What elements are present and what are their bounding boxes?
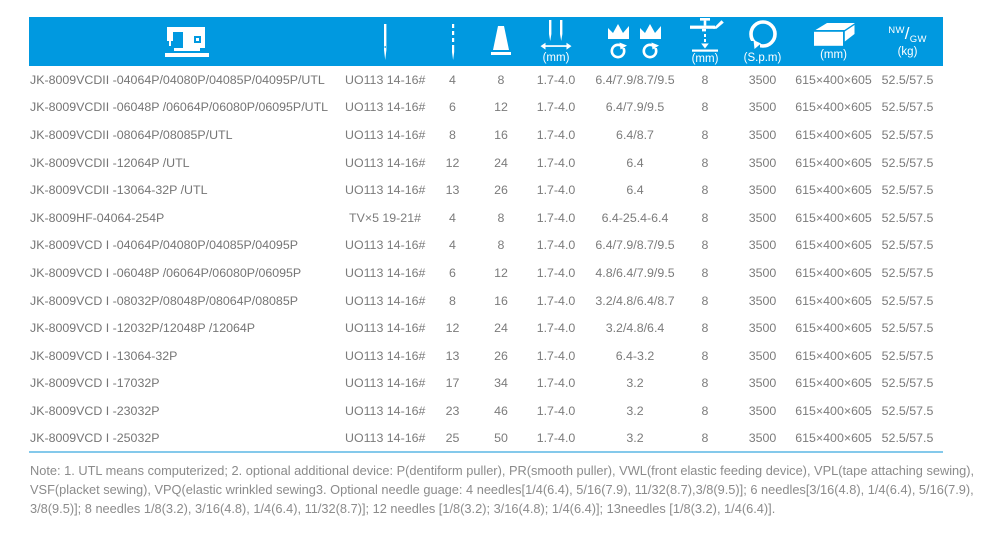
cell-threads: 24 — [494, 155, 508, 170]
cell-gauge: 3.2/4.8/6.4/8.7 — [595, 293, 675, 308]
cell-weight: 52.5/57.5 — [881, 238, 934, 253]
cell-speed: 3500 — [748, 403, 777, 418]
cell-stitch: 1.7-4.0 — [536, 72, 576, 87]
weight-unit: (kg) — [897, 45, 918, 58]
cell-weight: 52.5/57.5 — [881, 155, 934, 170]
cell-threads: 46 — [494, 403, 508, 418]
cell-foot: 8 — [701, 265, 709, 280]
header-model — [29, 17, 345, 66]
cell-foot: 8 — [701, 403, 709, 418]
cell-needle_system: UO113 14-16# — [345, 265, 426, 280]
header-presser-foot-lift — [680, 17, 730, 66]
header-needle-gauge — [522, 17, 590, 66]
cell-weight: 52.5/57.5 — [881, 183, 934, 198]
header-looper — [590, 17, 680, 66]
cell-threads: 26 — [494, 348, 508, 363]
cell-threads: 8 — [497, 72, 505, 87]
table-row — [29, 232, 943, 260]
cell-needles: 8 — [449, 127, 456, 142]
cell-foot: 8 — [701, 183, 709, 198]
cell-gauge: 4.8/6.4/7.9/9.5 — [595, 265, 675, 280]
needle-system-icon — [380, 23, 390, 61]
cell-speed: 3500 — [748, 431, 777, 446]
cell-dims: 615×400×605 — [795, 155, 872, 170]
cell-weight: 52.5/57.5 — [881, 127, 934, 142]
cell-speed: 3500 — [748, 155, 777, 170]
cell-weight: 52.5/57.5 — [881, 100, 934, 115]
needle-gauge-icon — [538, 20, 574, 51]
cell-stitch: 1.7-4.0 — [536, 183, 576, 198]
cell-needles: 13 — [445, 348, 460, 363]
cell-needle_system: UO113 14-16# — [345, 403, 426, 418]
cell-foot: 8 — [701, 100, 709, 115]
table-row — [29, 94, 943, 122]
table-row — [29, 121, 943, 149]
cell-speed: 3500 — [748, 127, 777, 142]
cell-model: JK-8009VCD I -06048P /06064P/06080P/06095P — [30, 265, 302, 280]
cell-stitch: 1.7-4.0 — [536, 100, 576, 115]
speed-unit: (S.p.m) — [743, 52, 782, 64]
table-row — [29, 287, 943, 315]
cell-speed: 3500 — [748, 100, 777, 115]
cell-needles: 6 — [449, 100, 456, 115]
cell-model: JK-8009VCD I -08032P/08048P/08064P/08085P — [30, 293, 298, 308]
spec-table-body — [29, 66, 943, 452]
cell-dims: 615×400×605 — [795, 127, 872, 142]
looper-icon — [607, 23, 663, 61]
cell-needle_system: UO113 14-16# — [345, 321, 426, 336]
cell-threads: 16 — [494, 127, 508, 142]
cell-weight: 52.5/57.5 — [881, 348, 934, 363]
cell-threads: 24 — [494, 321, 508, 336]
spec-table — [29, 17, 943, 453]
cell-dims: 615×400×605 — [795, 183, 872, 198]
cell-needle_system: TV×5 19-21# — [349, 210, 421, 225]
cell-gauge: 6.4 — [626, 155, 644, 170]
cell-gauge: 6.4/7.9/8.7/9.5 — [595, 238, 675, 253]
cell-needle_system: UO113 14-16# — [345, 183, 426, 198]
cell-stitch: 1.7-4.0 — [536, 321, 576, 336]
cell-model: JK-8009VCD I -17032P — [30, 376, 160, 391]
cell-speed: 3500 — [748, 238, 777, 253]
cell-dims: 615×400×605 — [795, 293, 872, 308]
cell-needle_system: UO113 14-16# — [345, 127, 426, 142]
cell-threads: 50 — [494, 431, 508, 446]
cell-model: JK-8009VCDII -13064-32P /UTL — [30, 183, 208, 198]
cell-needles: 4 — [449, 238, 456, 253]
cell-model: JK-8009VCDII -08064P/08085P/UTL — [30, 127, 233, 142]
cell-model: JK-8009VCDII -12064P /UTL — [30, 155, 190, 170]
cell-model: JK-8009VCDII -04064P/04080P/04085P/04095P/UTL — [30, 72, 325, 87]
cell-dims: 615×400×605 — [795, 210, 872, 225]
cell-needle_system: UO113 14-16# — [345, 293, 426, 308]
cell-speed: 3500 — [748, 348, 777, 363]
cell-weight: 52.5/57.5 — [881, 293, 934, 308]
cell-speed: 3500 — [748, 321, 777, 336]
cell-foot: 8 — [701, 72, 709, 87]
cell-dims: 615×400×605 — [795, 376, 872, 391]
cell-foot: 8 — [701, 348, 709, 363]
header-dimensions — [795, 17, 872, 66]
cell-dims: 615×400×605 — [795, 403, 872, 418]
cell-needle_system: UO113 14-16# — [345, 100, 426, 115]
cell-speed: 3500 — [748, 376, 777, 391]
cell-foot: 8 — [701, 293, 709, 308]
cell-stitch: 1.7-4.0 — [536, 155, 576, 170]
cell-gauge: 6.4-3.2 — [615, 348, 655, 363]
cell-weight: 52.5/57.5 — [881, 431, 934, 446]
cell-stitch: 1.7-4.0 — [536, 376, 576, 391]
cell-needles: 12 — [445, 155, 460, 170]
cell-weight: 52.5/57.5 — [881, 210, 934, 225]
table-row — [29, 204, 943, 232]
cell-model: JK-8009HF-04064-254P — [30, 210, 165, 225]
cell-speed: 3500 — [748, 72, 777, 87]
cell-model: JK-8009VCD I -04064P/04080P/04085P/04095P — [30, 238, 298, 253]
cell-model: JK-8009VCD I -25032P — [30, 431, 160, 446]
cell-model: JK-8009VCD I -12032P/12048P /12064P — [30, 321, 256, 336]
header-row — [29, 17, 943, 66]
cell-model: JK-8009VCD I -23032P — [30, 403, 160, 418]
cell-stitch: 1.7-4.0 — [536, 127, 576, 142]
cell-gauge: 6.4/7.9/8.7/9.5 — [595, 72, 675, 87]
cell-dims: 615×400×605 — [795, 265, 872, 280]
cell-needles: 6 — [449, 265, 456, 280]
cell-dims: 615×400×605 — [795, 238, 872, 253]
table-row — [29, 425, 943, 453]
cell-threads: 8 — [497, 210, 505, 225]
table-row — [29, 342, 943, 370]
cell-model: JK-8009VCD I -13064-32P — [30, 348, 178, 363]
header-speed — [730, 17, 795, 66]
cell-needles: 8 — [449, 293, 456, 308]
cell-stitch: 1.7-4.0 — [536, 210, 576, 225]
table-row — [29, 149, 943, 177]
header-thread-count — [480, 17, 522, 66]
cell-foot: 8 — [701, 238, 709, 253]
cell-gauge: 3.2 — [626, 431, 644, 446]
cell-speed: 3500 — [748, 293, 777, 308]
cell-gauge: 6.4-25.4-6.4 — [601, 210, 669, 225]
cell-gauge: 6.4/7.9/9.5 — [605, 100, 665, 115]
cell-foot: 8 — [701, 210, 709, 225]
cell-stitch: 1.7-4.0 — [536, 265, 576, 280]
table-row — [29, 397, 943, 425]
cell-needle_system: UO113 14-16# — [345, 431, 426, 446]
cell-speed: 3500 — [748, 265, 777, 280]
footnote: Note: 1. UTL means computerized; 2. optional additional device: P(dentiform puller), PR(smooth puller), VWL(front elastic feeding device), VPL(tape attaching sewing), VSF(placket sewing), VPQ(elastic wrinkled sewing3. Optional needle guage: 4 needles[1/4(6.4), 5/16(7.9), 11/32(8.7),3/8(9.5)]; 6 needles[3/16(4.8), 1/4(6.4), 5/16(7.9), 3/8(9.5)]; 8 needles 1/8(3.2), 3/16(4.8), 1/4(6.4), 11/32(8.7)]; 12 needles [1/8(3.2); 3/16(4.8); 1/4(6.4)]; 13needles [1/8(3.2), 1/4(6.4)]. — [30, 463, 975, 516]
cell-needles: 17 — [445, 376, 460, 391]
cell-threads: 16 — [494, 293, 508, 308]
cell-threads: 34 — [494, 376, 508, 391]
cell-needle_system: UO113 14-16# — [345, 155, 426, 170]
dimensions-unit: (mm) — [820, 49, 847, 61]
table-header — [29, 17, 943, 66]
cell-foot: 8 — [701, 321, 709, 336]
cell-dims: 615×400×605 — [795, 348, 872, 363]
cell-needle_system: UO113 14-16# — [345, 376, 426, 391]
cell-gauge: 3.2 — [626, 376, 644, 391]
cell-stitch: 1.7-4.0 — [536, 403, 576, 418]
table-row — [29, 314, 943, 342]
cell-needles: 4 — [449, 72, 456, 87]
cell-speed: 3500 — [748, 183, 777, 198]
cell-gauge: 6.4 — [626, 183, 644, 198]
cell-needles: 12 — [445, 321, 460, 336]
cell-weight: 52.5/57.5 — [881, 72, 934, 87]
cell-threads: 12 — [494, 100, 508, 115]
header-weight — [872, 17, 943, 66]
cell-foot: 8 — [701, 431, 709, 446]
cell-dims: 615×400×605 — [795, 72, 872, 87]
cell-weight: 52.5/57.5 — [881, 321, 934, 336]
cell-needles: 23 — [445, 403, 460, 418]
cell-weight: 52.5/57.5 — [881, 403, 934, 418]
table-row — [29, 259, 943, 287]
cell-dims: 615×400×605 — [795, 431, 872, 446]
cell-weight: 52.5/57.5 — [881, 265, 934, 280]
cell-gauge: 6.4/8.7 — [616, 127, 654, 142]
cell-foot: 8 — [701, 155, 709, 170]
cell-needles: 25 — [445, 431, 460, 446]
cell-needles: 4 — [449, 210, 456, 225]
cell-needle_system: UO113 14-16# — [345, 348, 426, 363]
cell-threads: 26 — [494, 183, 508, 198]
table-row — [29, 66, 943, 94]
cell-dims: 615×400×605 — [795, 321, 872, 336]
presser-foot-lift-icon — [685, 18, 725, 52]
table-row — [29, 370, 943, 398]
table-row — [29, 176, 943, 204]
thread-cone-icon — [488, 25, 514, 58]
cell-model: JK-8009VCDII -06048P /06064P/06080P/06095P/UTL — [30, 100, 329, 115]
package-dimensions-icon — [812, 22, 856, 48]
cell-stitch: 1.7-4.0 — [536, 293, 576, 308]
cell-needle_system: UO113 14-16# — [345, 72, 426, 87]
cell-gauge: 3.2 — [626, 403, 644, 418]
header-needle-count — [425, 17, 480, 66]
speed-icon — [745, 19, 781, 51]
cell-needles: 13 — [445, 183, 460, 198]
sewing-machine-icon — [165, 25, 209, 58]
presser-foot-unit: (mm) — [691, 53, 719, 65]
cell-foot: 8 — [701, 376, 709, 391]
cell-stitch: 1.7-4.0 — [536, 348, 576, 363]
cell-threads: 8 — [497, 238, 505, 253]
cell-dims: 615×400×605 — [795, 100, 872, 115]
cell-stitch: 1.7-4.0 — [536, 431, 576, 446]
cell-stitch: 1.7-4.0 — [536, 238, 576, 253]
cell-gauge: 3.2/4.8/6.4 — [605, 321, 665, 336]
cell-foot: 8 — [701, 127, 709, 142]
needle-count-icon — [448, 23, 458, 61]
cell-speed: 3500 — [748, 210, 777, 225]
needle-gauge-unit: (mm) — [542, 51, 570, 64]
weight-icon: NW/GW — [888, 23, 927, 45]
cell-weight: 52.5/57.5 — [881, 376, 934, 391]
cell-threads: 12 — [494, 265, 508, 280]
header-needle-system — [345, 17, 425, 66]
cell-needle_system: UO113 14-16# — [345, 238, 426, 253]
